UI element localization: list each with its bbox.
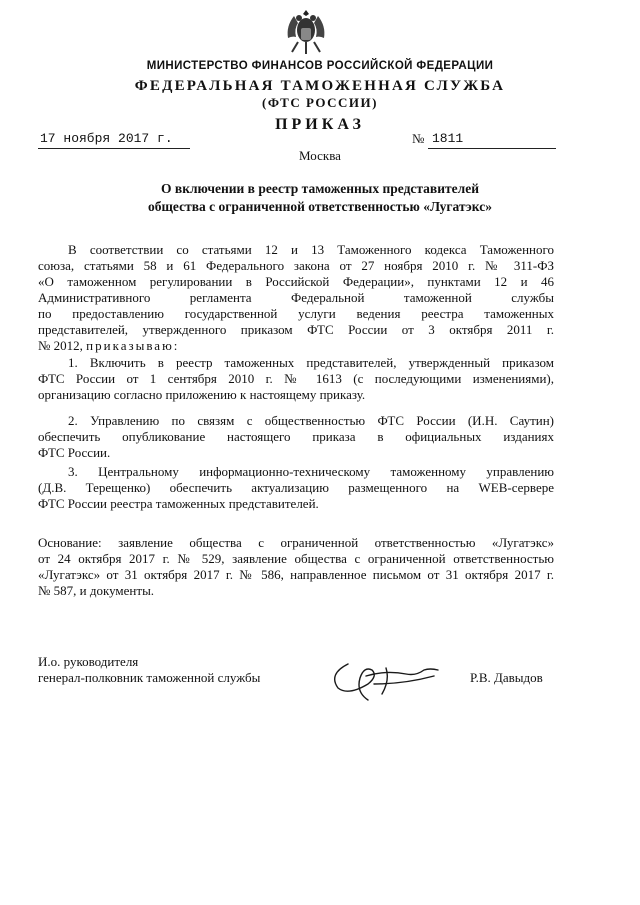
body-line: (Д.В. Терещенко) обеспечить актуализацию размещенного на WEB-сервере (38, 480, 554, 495)
ministry-heading: МИНИСТЕРСТВО ФИНАНСОВ РОССИЙСКОЙ ФЕДЕРАЦИИ (146, 60, 494, 72)
signer-name: Р.В. Давыдов (470, 670, 543, 685)
basis-line: Основание: заявление общества с ограниченной ответственностью «Лугатэкс» (38, 535, 554, 550)
order-date: 17 ноября 2017 г. (40, 131, 173, 146)
order-number: 1811 (432, 131, 464, 146)
body-line: обеспечить опубликование настоящего приказа в официальных изданиях (38, 429, 554, 444)
body-line: союза, статьями 58 и 61 Федерального закона от 27 ноября 2010 г. № 311-ФЗ (38, 258, 554, 273)
document-type-heading: ПРИКАЗ (275, 116, 365, 133)
coat-of-arms-emblem (284, 8, 328, 58)
body-line: ФТС России. (38, 445, 111, 460)
number-label: № (412, 131, 425, 146)
basis-line: № 587, и документы. (38, 583, 155, 598)
handwritten-signature (326, 654, 446, 702)
body-line: представителей, утвержденного приказом ФТС России от 3 октября 2011 г. (38, 322, 554, 337)
service-heading: ФЕДЕРАЛЬНАЯ ТАМОЖЕННАЯ СЛУЖБА (134, 78, 506, 94)
body-line: по предоставлению государственной услуги ведения реестра таможенных (38, 306, 554, 321)
order-title-line: О включении в реестр таможенных представителей (161, 181, 479, 196)
order-title-line: общества с ограниченной ответственностью «Лугатэкс» (148, 199, 492, 214)
order-command: приказываю: (86, 338, 180, 353)
body-line: «О таможенном регулировании в Российской Федерации», пунктами 12 и 46 (38, 274, 554, 289)
body-line (38, 338, 179, 354)
body-line: 1. Включить в реестр таможенных представителей, утвержденный приказом (68, 355, 554, 370)
basis-line: от 24 октября 2017 г. № 529, заявление общества с ограниченной ответственностью (38, 551, 554, 566)
signer-position: И.о. руководителя (38, 654, 139, 669)
body-line: В соответствии со статьями 12 и 13 Таможенного кодекса Таможенного (68, 242, 554, 257)
body-line: 3. Центральному информационно-техническому таможенному управлению (68, 464, 554, 479)
body-line: организацию согласно приложению к настоящему приказу. (38, 387, 366, 402)
body-line: ФТС России от 1 сентября 2010 г. № 1613 (с последующими изменениями), (38, 371, 554, 386)
body-line: Административного регламента Федеральной таможенной службы (38, 290, 554, 305)
body-line: ФТС России реестра таможенных представителей. (38, 496, 319, 511)
body-line: 2. Управлению по связям с общественностью ФТС России (И.Н. Саутин) (68, 413, 554, 428)
order-reference: № 2012, (38, 338, 83, 353)
basis-line: «Лугатэкс» от 31 октября 2017 г. № 586, направленное письмом от 31 октября 2017 г. (38, 567, 554, 582)
signer-rank: генерал-полковник таможенной службы (38, 670, 261, 685)
city: Москва (299, 148, 341, 163)
service-short-heading: (ФТС РОССИИ) (262, 95, 378, 110)
